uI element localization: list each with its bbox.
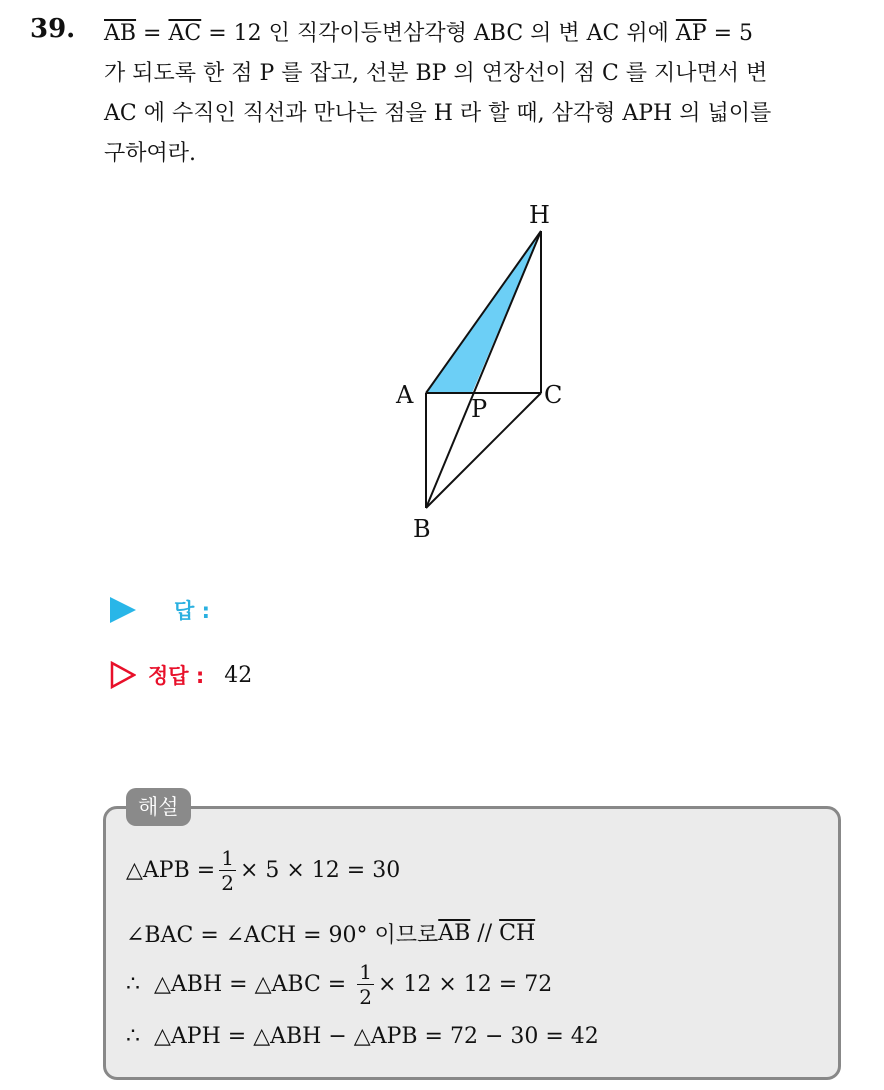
fraction-half: $\frac{1}{2}$ xyxy=(221,846,234,895)
geometry-figure xyxy=(380,195,600,555)
figure-lines xyxy=(426,231,541,508)
label-c: C xyxy=(544,381,563,409)
label-p: P xyxy=(471,395,488,423)
solution-tab: 해설 xyxy=(126,788,191,826)
problem-text xyxy=(104,14,864,174)
solution-line-1: △APB = $\frac{1}{2}$ × 5 × 12 = 30 xyxy=(126,846,401,895)
label-a: A xyxy=(396,381,414,409)
solution-line-3: ∴ △ABH = △ABC = $\frac{1}{2}$ × 12 × 12 = 72 xyxy=(126,960,553,1009)
segment-ac: $\overline{AC}$ xyxy=(168,21,202,46)
label-h: H xyxy=(529,201,550,229)
segment-ap: $\overline{AP}$ xyxy=(675,21,707,46)
segment-ch-overline: $\overline{CH}$ xyxy=(499,921,536,946)
segment-ab: $\overline{AB}$ xyxy=(104,21,137,46)
problem-line-4: 구하여라. xyxy=(104,141,197,166)
segment-ab-overline: $\overline{AB}$ xyxy=(438,921,471,946)
answer-value[interactable] xyxy=(210,596,410,624)
problem-line-3: AC 에 수직인 직선과 만나는 점을 H 라 할 때, 삼각형 APH 의 넓이를 xyxy=(104,101,772,126)
correct-answer-row xyxy=(110,658,252,692)
fraction-half: $\frac{1}{2}$ xyxy=(359,960,372,1009)
question-number: 39. xyxy=(30,14,76,44)
play-triangle-icon xyxy=(110,597,136,623)
solution-line-2: ∠BAC = ∠ACH = 90° 이므로 $\overline{AB}$ // $\overline{CH}$ xyxy=(126,921,536,948)
answer-label: 답 : xyxy=(174,599,210,623)
solution-line-4: ∴ △APH = △ABH − △APB = 72 − 30 = 42 xyxy=(126,1024,599,1049)
problem-line-2: 가 되도록 한 점 P 를 잡고, 선분 BP 의 연장선이 점 C 를 지나면서 변 xyxy=(104,61,768,86)
correct-answer-label: 정답 : xyxy=(148,664,205,688)
answer-row xyxy=(110,594,410,626)
correct-answer-value: 42 xyxy=(224,662,253,688)
outline-triangle-icon xyxy=(110,661,136,689)
label-b: B xyxy=(413,515,431,543)
problem-line-1: $\overline{AB} = \overline{AC} = 12$ 인 직각이등변삼각형 ABC 의 변 AC 위에 $\overline{AP} = 5$ xyxy=(104,21,753,46)
